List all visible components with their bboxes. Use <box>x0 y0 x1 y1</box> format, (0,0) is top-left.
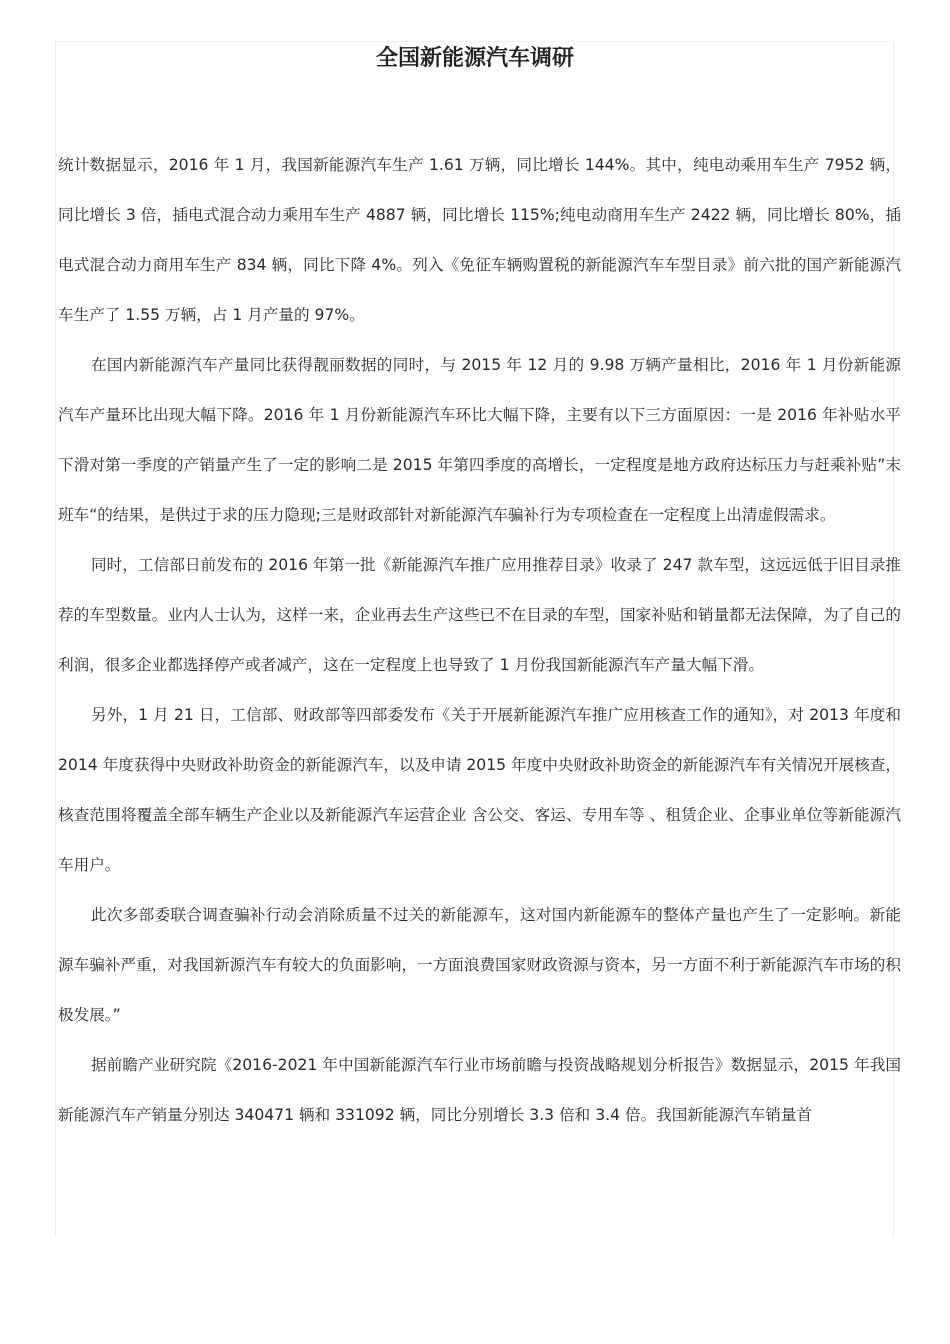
paragraph-2: 在国内新能源汽车产量同比获得靓丽数据的同时，与 2015 年 12 月的 9.98 万辆产量相比，2016 年 1 月份新能源汽车产量环比出现大幅下降。2016 年 1 月份新能源汽车环比大幅下降，主要有以下三方面原因：一是 2016 年补贴水平下滑对第一季度的产销量产生了一定的影响二是 2015 年第四季度的高增长，一定程度是地方政府达标压力与赶乘补贴”末班车“的结果，是供过于求的压力隐现;三是财政部针对新能源汽车骗补行为专项检查在一定程度上出清虚假需求。 <box>58 356 901 524</box>
document-body <box>58 140 901 1140</box>
document-title: 全国新能源汽车调研 <box>375 46 574 71</box>
paragraph-6: 据前瞻产业研究院《2016-2021 年中国新能源汽车行业市场前瞻与投资战略规划分析报告》数据显示，2015 年我国新能源汽车产销量分别达 340471 辆和 331092 辆，同比分别增长 3.3 倍和 3.4 倍。我国新能源汽车销量首 <box>58 1056 901 1124</box>
paragraph-1: 统计数据显示，2016 年 1 月，我国新能源汽车生产 1.61 万辆，同比增长 144%。其中，纯电动乘用车生产 7952 辆，同比增长 3 倍，插电式混合动力乘用车生产 4887 辆，同比增长 115%;纯电动商用车生产 2422 辆，同比增长 80%，插电式混合动力商用车生产 834 辆，同比下降 4%。列入《免征车辆购置税的新能源汽车车型目录》前六批的国产新能源汽车生产了 1.55 万辆，占 1 月产量的 97%。 <box>58 156 901 324</box>
paragraph-5: 此次多部委联合调查骗补行动会消除质量不过关的新能源车，这对国内新能源车的整体产量也产生了一定影响。新能源车骗补严重，对我国新源汽车有较大的负面影响，一方面浪费国家财政资源与资本，另一方面不利于新能源汽车市场的积极发展。” <box>58 906 901 1024</box>
paragraph-3: 同时，工信部日前发布的 2016 年第一批《新能源汽车推广应用推荐目录》收录了 247 款车型，这远远低于旧目录推荐的车型数量。业内人士认为，这样一来，企业再去生产这些已不在目录的车型，国家补贴和销量都无法保障，为了自己的利润，很多企业都选择停产或者减产，这在一定程度上也导致了 1 月份我国新能源汽车产量大幅下滑。 <box>58 556 901 674</box>
paragraph-4: 另外，1 月 21 日，工信部、财政部等四部委发布《关于开展新能源汽车推广应用核查工作的通知》，对 2013 年度和 2014 年度获得中央财政补助资金的新能源汽车，以及申请 2015 年度中央财政补助资金的新能源汽车有关情况开展核查，核查范围将覆盖全部车辆生产企业以及新能源汽车运营企业 含公交、客运、专用车等 、租赁企业、企事业单位等新能源汽车用户。 <box>58 706 901 874</box>
